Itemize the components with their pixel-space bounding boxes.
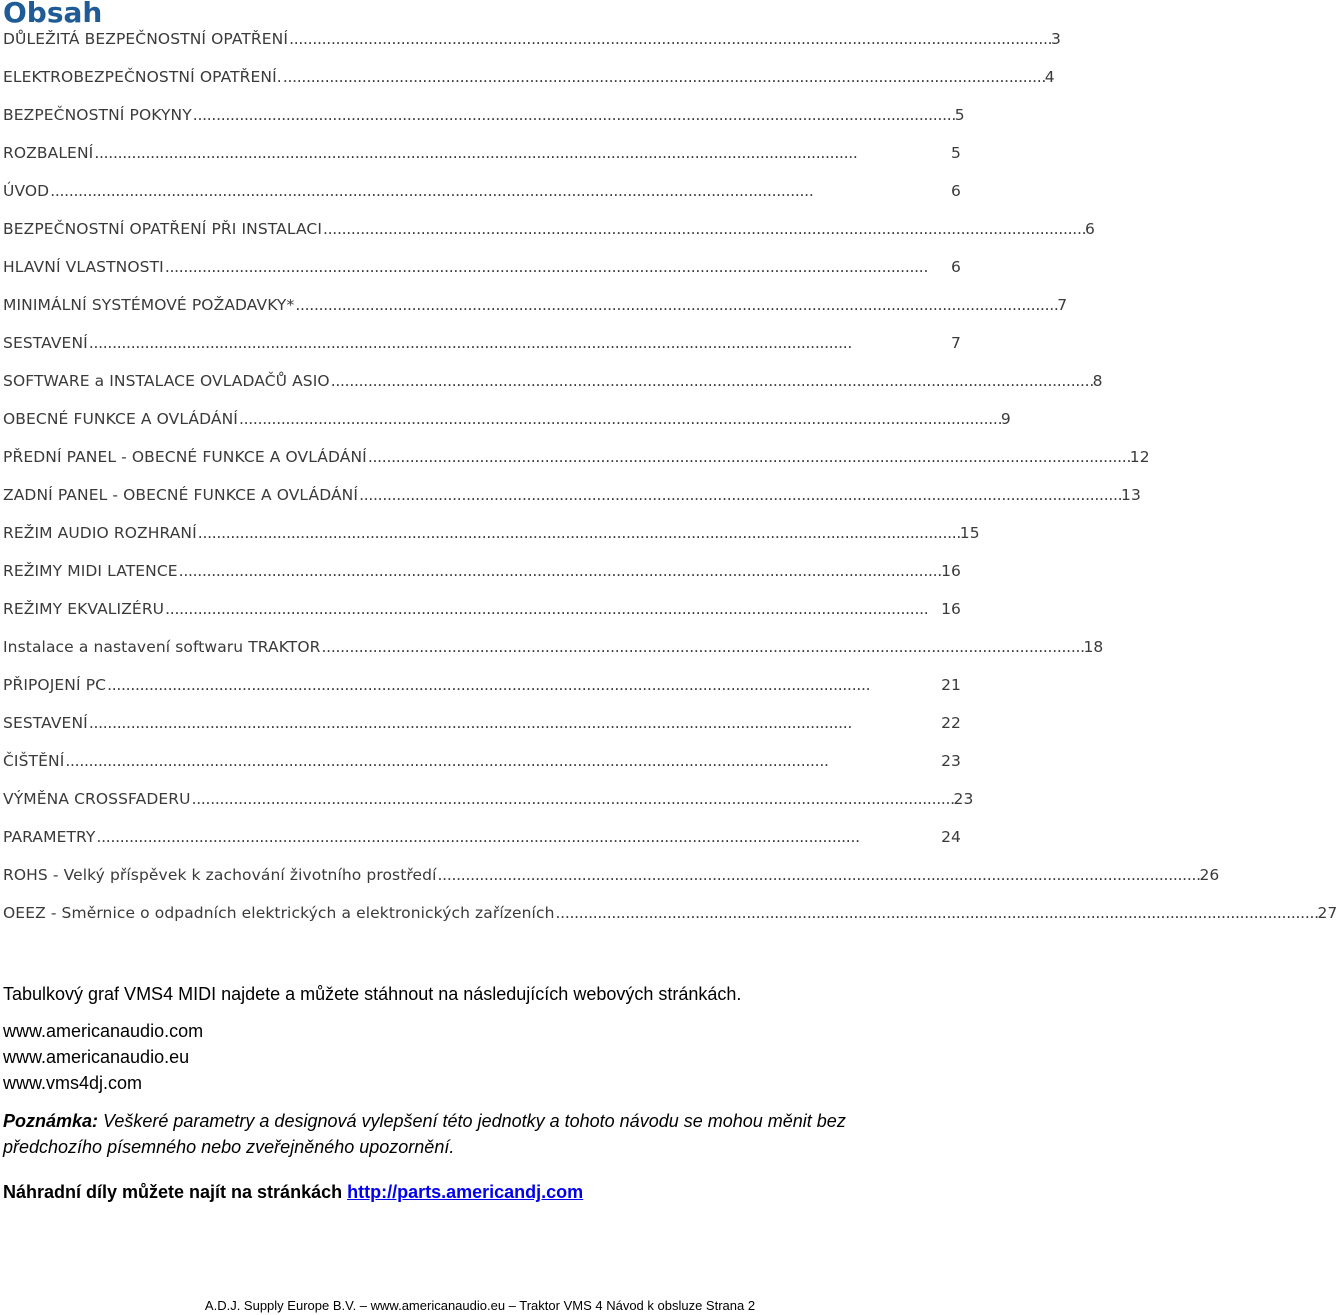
toc-entry-page: 22 [941,714,961,732]
toc-entry-page: 9 [1000,410,1011,428]
toc-entry-page: 6 [951,182,961,200]
website-link-3[interactable]: www.vms4dj.com [3,1073,143,1093]
toc-entry[interactable] [3,410,1011,448]
toc-entry-label: ZADNÍ PANEL - OBECNÉ FUNKCE A OVLÁDÁNÍ [3,486,359,504]
toc-leader-dots [94,144,950,162]
toc-leader-dots [359,486,1120,504]
toc-leader-dots [165,600,940,618]
toc-entry[interactable] [3,676,961,714]
toc-entry-page: 6 [951,258,961,276]
website-link-2[interactable]: www.americanaudio.eu [3,1047,190,1067]
toc-entry[interactable] [3,220,1095,258]
toc-entry-label: HLAVNÍ VLASTNOSTI [3,258,164,276]
toc-entry[interactable] [3,30,1061,68]
toc-leader-dots [89,714,940,732]
toc-entry[interactable] [3,752,961,790]
toc-entry-page: 6 [1084,220,1095,238]
toc-entry-label: SESTAVENÍ [3,334,88,352]
toc-entry[interactable] [3,524,980,562]
toc-entry-page: 5 [954,106,965,124]
toc-entry-label: SOFTWARE a INSTALACE OVLADAČŮ ASIO [3,372,330,390]
toc-entry-page: 13 [1121,486,1141,504]
toc-leader-dots [165,258,950,276]
toc-leader-dots [368,448,1129,466]
toc-leader-dots [198,524,959,542]
note-text: Veškeré parametry a designová vylepšení této jednotky a tohoto návodu se mohou měnit bez předchozího písemného nebo zveřejněného upozornění. [3,1111,846,1157]
toc-entry-page: 3 [1051,30,1061,48]
toc-entry-label: REŽIMY MIDI LATENCE [3,562,178,580]
toc-entry-label: PŘEDNÍ PANEL - OBECNÉ FUNKCE A OVLÁDÁNÍ [3,448,367,466]
toc-leader-dots [323,220,1084,238]
toc-leader-dots [322,638,1083,656]
toc-entry[interactable] [3,866,1220,904]
toc-entry-label: Instalace a nastavení softwaru TRAKTOR [3,638,321,656]
spare-parts-line [3,1182,583,1203]
toc-entry-page: 8 [1092,372,1103,390]
toc-entry[interactable] [3,258,961,296]
toc-entry[interactable] [3,600,961,638]
spare-parts-text: Náhradní díly můžete najít na stránkách [3,1182,348,1202]
toc-entry-page: 12 [1129,448,1150,466]
note-label: Poznámka: [3,1111,99,1131]
toc-leader-dots [179,562,940,580]
toc-entry-page: 16 [941,600,961,618]
toc-entry-page: 27 [1317,904,1337,922]
toc-entry-page: 16 [941,562,961,580]
toc-entry-page: 7 [1057,296,1068,314]
toc-entry-page: 23 [953,790,974,808]
toc-entry-label: ROHS - Velký příspěvek k zachování životního prostředí [3,866,437,884]
spare-parts-link[interactable]: http://parts.americandj.com [347,1182,584,1202]
toc-leader-dots [97,828,941,846]
toc-entry[interactable] [3,638,1104,676]
toc-entry-label: PŘIPOJENÍ PC [3,676,107,694]
website-link-1[interactable]: www.americanaudio.com [3,1021,204,1041]
toc-entry[interactable] [3,372,1103,410]
toc-leader-dots [289,30,1050,48]
toc-entry-label: MINIMÁLNÍ SYSTÉMOVÉ POŽADAVKY* [3,296,295,314]
toc-entry-page: 15 [959,524,980,542]
toc-leader-dots [89,334,950,352]
midi-chart-info: Tabulkový graf VMS4 MIDI najdete a můžete stáhnout na následujících webových stránkách. [3,984,742,1004]
toc-entry-label: SESTAVENÍ [3,714,88,732]
toc-entry-label: OEEZ - Směrnice o odpadních elektrických a elektronických zařízeních [3,904,555,922]
toc-leader-dots [50,182,950,200]
toc-entry-page: 4 [1044,68,1055,86]
toc-leader-dots [107,676,940,694]
table-of-contents [3,30,1337,942]
toc-entry-label: VÝMĚNA CROSSFADERU [3,790,191,808]
toc-entry[interactable] [3,790,974,828]
toc-entry[interactable] [3,714,961,752]
toc-leader-dots [239,410,1000,428]
toc-entry-label: BEZPEČNOSTNÍ OPATŘENÍ PŘI INSTALACI [3,220,322,238]
toc-leader-dots [283,68,1044,86]
toc-entry[interactable] [3,144,961,182]
toc-entry-label: ROZBALENÍ [3,144,94,162]
toc-entry[interactable] [3,68,1055,106]
toc-entry-label: BEZPEČNOSTNÍ POKYNY [3,106,192,124]
toc-entry[interactable] [3,448,1150,486]
toc-entry-page: 24 [941,828,961,846]
toc-entry-label: ELEKTROBEZPEČNOSTNÍ OPATŘENÍ. [3,68,282,86]
toc-leader-dots [193,106,954,124]
toc-leader-dots [331,372,1092,390]
toc-entry[interactable] [3,334,961,372]
toc-entry-label: DŮLEŽITÁ BEZPEČNOSTNÍ OPATŘENÍ [3,30,289,48]
page-title: Obsah [3,0,103,29]
toc-entry[interactable] [3,828,961,866]
toc-leader-dots [192,790,953,808]
toc-entry-label: REŽIM AUDIO ROZHRANÍ [3,524,197,542]
toc-entry[interactable] [3,562,961,600]
toc-entry[interactable] [3,486,1141,524]
toc-entry[interactable] [3,904,1337,942]
toc-entry-page: 18 [1083,638,1104,656]
toc-entry-label: PARAMETRY [3,828,96,846]
toc-leader-dots [438,866,1199,884]
toc-entry-page: 23 [941,752,961,770]
toc-entry-page: 26 [1199,866,1220,884]
note-paragraph [3,1108,948,1160]
toc-entry-label: REŽIMY EKVALIZÉRU [3,600,165,618]
page-footer: A.D.J. Supply Europe B.V. – www.americanaudio.eu – Traktor VMS 4 Návod k obsluze Strana 2 [204,1298,756,1313]
toc-leader-dots [65,752,940,770]
toc-entry-page: 5 [951,144,961,162]
toc-entry[interactable] [3,182,961,220]
toc-leader-dots [295,296,1056,314]
toc-entry-page: 21 [941,676,961,694]
toc-entry-label: ČIŠTĚNÍ [3,752,65,770]
toc-entry[interactable] [3,106,965,144]
toc-entry-label: ÚVOD [3,182,50,200]
toc-entry[interactable] [3,296,1068,334]
toc-entry-page: 7 [951,334,961,352]
toc-leader-dots [556,904,1317,922]
toc-entry-label: OBECNÉ FUNKCE A OVLÁDÁNÍ [3,410,238,428]
